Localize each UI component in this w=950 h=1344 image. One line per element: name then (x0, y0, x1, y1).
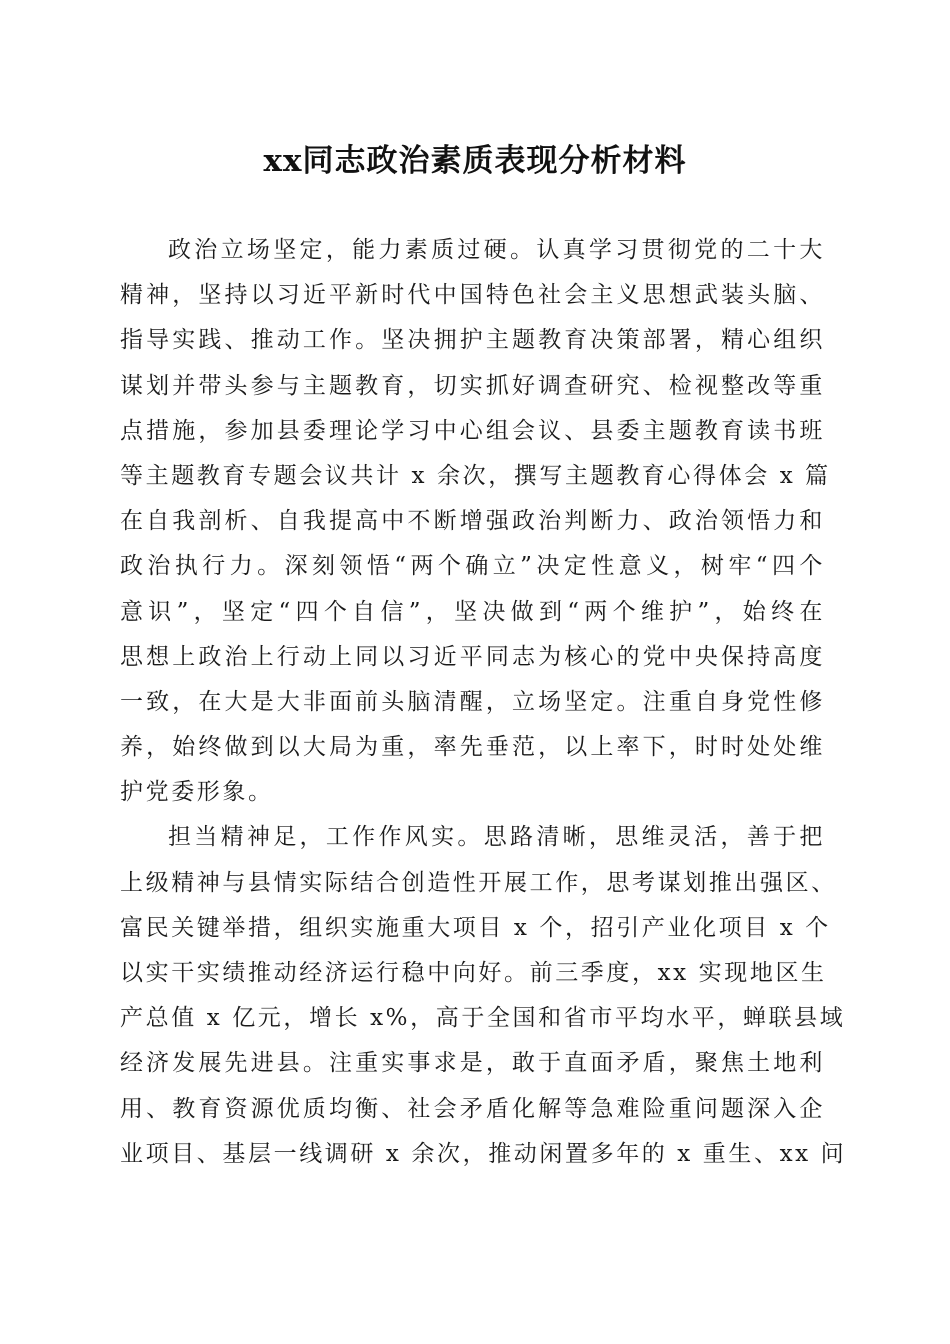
paragraph-line: 点措施，参加县委理论学习中心组会议、县委主题教育读书班 (120, 417, 825, 444)
paragraph-line: 用、教育资源优质均衡、社会矛盾化解等急难险重问题深入企 (120, 1095, 825, 1122)
paragraph-line: 一致，在大是大非面前头脑清醒，立场坚定。注重自身党性修 (120, 688, 825, 715)
paragraph-line: 经济发展先进县。注重实事求是，敢于直面矛盾，聚焦土地利 (120, 1050, 825, 1077)
paragraph-line: 政治立场坚定，能力素质过硬。认真学习贯彻党的二十大 (168, 237, 825, 263)
paragraph-line: 业项目、基层一线调研 x 余次，推动闲置多年的 x 重生、xx 问 (120, 1140, 847, 1167)
paragraph-line: 谋划并带头参与主题教育，切实抓好调查研究、检视整改等重 (120, 372, 825, 399)
paragraph-work-style (120, 815, 847, 1177)
paragraph-line: 政治执行力。深刻领悟“两个确立”决定性意义，树牢“四个 (120, 553, 825, 580)
paragraph-line: 产总值 x 亿元，增长 x%，高于全国和省市平均水平，蝉联县域 (120, 1005, 846, 1032)
paragraph-line: 思想上政治上行动上同以习近平同志为核心的党中央保持高度 (120, 643, 825, 670)
paragraph-line: 养，始终做到以大局为重，率先垂范，以上率下，时时处处维 (120, 734, 825, 761)
paragraph-line: 上级精神与县情实际结合创造性开展工作，思考谋划推出强区、 (120, 869, 837, 896)
paragraph-line: 精神，坚持以习近平新时代中国特色社会主义思想武装头脑、 (120, 282, 825, 309)
paragraph-line: 意识”，坚定“四个自信”，坚决做到“两个维护”，始终在 (120, 598, 825, 625)
paragraph-line: 担当精神足，工作作风实。思路清晰，思维灵活，善于把 (168, 824, 825, 851)
document-title: xx同志政治素质表现分析材料 (263, 143, 687, 179)
document-body (120, 228, 847, 1177)
paragraph-line: 以实干实绩推动经济运行稳中向好。前三季度，xx 实现地区生 (120, 960, 827, 986)
paragraph-line: 指导实践、推动工作。坚决拥护主题教育决策部署，精心组织 (120, 327, 825, 354)
paragraph-line: 富民关键举措，组织实施重大项目 x 个，招引产业化项目 x 个 (120, 914, 831, 941)
paragraph-political-stance (120, 228, 831, 815)
paragraph-line: 护党委形象。 (120, 779, 274, 806)
paragraph-line: 等主题教育专题会议共计 x 余次，撰写主题教育心得体会 x 篇 (120, 462, 831, 489)
paragraph-line: 在自我剖析、自我提高中不断增强政治判断力、政治领悟力和 (120, 508, 825, 535)
